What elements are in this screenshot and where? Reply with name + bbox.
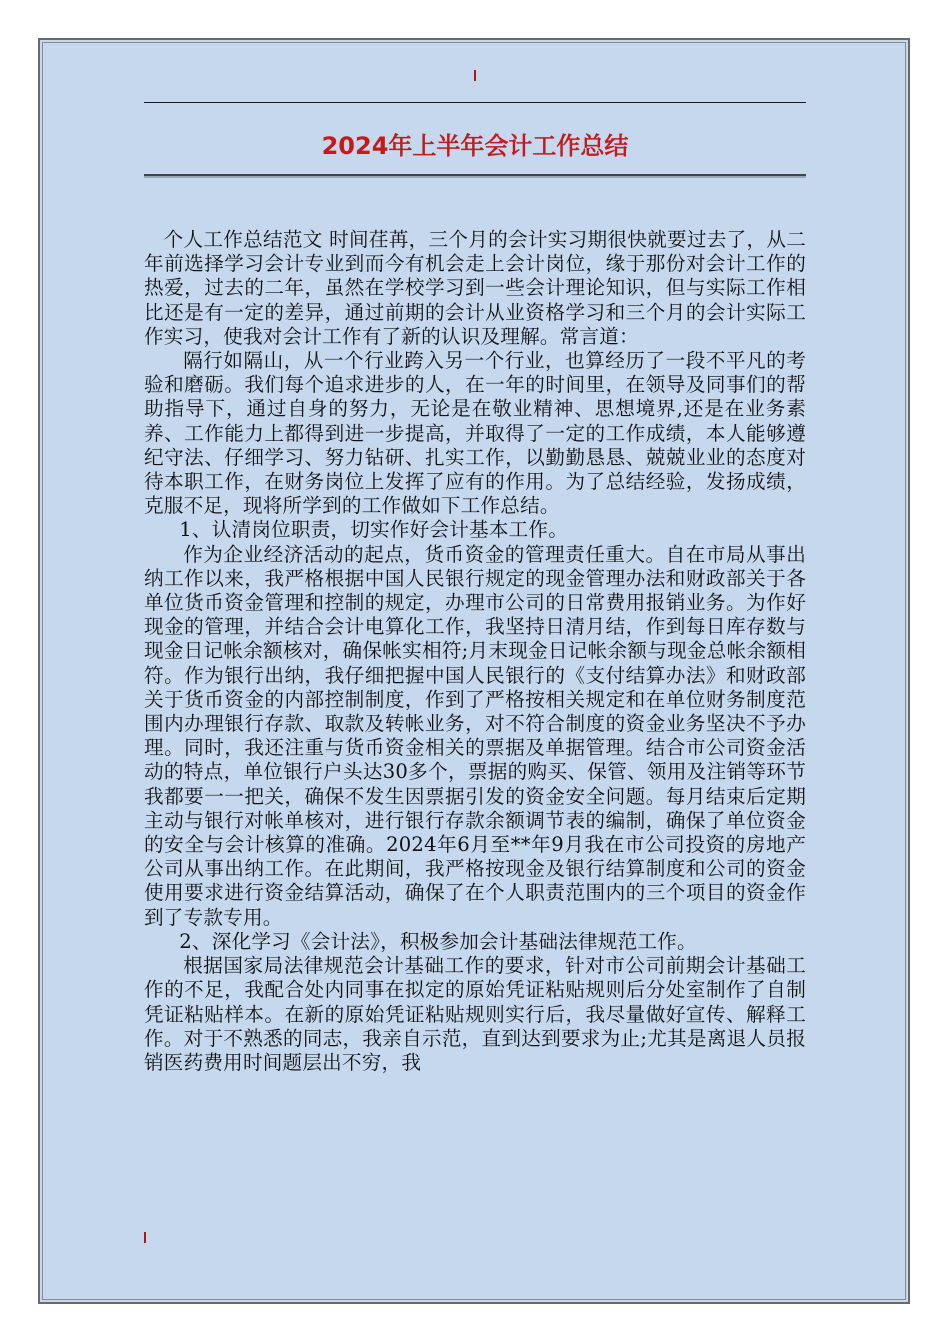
title-underline: [144, 174, 806, 176]
header-marker: [474, 70, 476, 81]
document-title: 2024年上半年会计工作总结: [321, 132, 629, 160]
paragraph-intro: 个人工作总结范文 时间荏苒，三个月的会计实习期很快就要过去了，从二年前选择学习会计专业到而今有机会走上会计岗位，缘于那份对会计工作的热爱，过去的二年，虽然在学校学习到一些会计理论知识，但与实际工作相比还是有一定的差异，通过前期的会计从业资格学习和三个月的会计实际工作实习，使我对会计工作有了新的认识及理解。常言道：: [144, 228, 806, 348]
section-heading-1: 1、认清岗位职责，切实作好会计基本工作。: [179, 518, 569, 542]
header-rule: [144, 102, 806, 103]
paragraph-experience: 隔行如隔山，从一个行业跨入另一个行业，也算经历了一段不平凡的考验和磨砺。我们每个追求进步的人，在一年的时间里，在领导及同事们的帮助指导下，通过自身的努力，无论是在敬业精神、思想境界,还是在业务素养、工作能力上都得到进一步提高，并取得了一定的工作成绩，本人能够遵纪守法、仔细学习、努力钻研、扎实工作，以勤勤恳恳、兢兢业业的态度对待本职工作，在财务岗位上发挥了应有的作用。为了总结经验，发扬成绩，克服不足，现将所学到的工作做如下工作总结。: [144, 349, 806, 518]
footer-marker: [144, 1232, 146, 1243]
paragraph-section-2: 根据国家局法律规范会计基础工作的要求，针对市公司前期会计基础工作的不足，我配合处内同事在拟定的原始凭证粘贴规则后分处室制作了自制凭证粘贴样本。在新的原始凭证粘贴规则实行后，我尽量做好宣传、解释工作。对于不熟悉的同志，我亲自示范，直到达到要求为止;尤其是离退人员报销医药费用时间题层出不穷，我: [144, 954, 806, 1074]
document-body: [144, 228, 806, 1075]
paragraph-section-1: 作为企业经济活动的起点，货币资金的管理责任重大。自在市局从事出纳工作以来，我严格根据中国人民银行规定的现金管理办法和财政部关于各单位货币资金管理和控制的规定，办理市公司的日常费用报销业务。为作好现金的管理，并结合会计电算化工作，我坚持日清月结，作到每日库存数与现金日记帐余额核对，确保帐实相符;月末现金日记帐余额与现金总帐余额相符。作为银行出纳，我仔细把握中国人民银行的《支付结算办法》和财政部关于货币资金的内部控制制度，作到了严格按相关规定和在单位财务制度范围内办理银行存款、取款及转帐业务，对不符合制度的资金业务坚决不予办理。同时，我还注重与货币资金相关的票据及单据管理。结合市公司资金活动的特点，单位银行户头达30多个，票据的购买、保管、领用及注销等环节我都要一一把关，确保不发生因票据引发的资金安全问题。每月结束后定期主动与银行对帐单核对，进行银行存款余额调节表的编制，确保了单位资金的安全与会计核算的准确。2024年6月至**年9月我在市公司投资的房地产公司从事出纳工作。在此期间，我严格按现金及银行结算制度和公司的资金使用要求进行资金结算活动，确保了在个人职责范围内的三个项目的资金作到了专款专用。: [144, 542, 806, 929]
section-heading-2: 2、深化学习《会计法》，积极参加会计基础法律规范工作。: [179, 929, 697, 953]
